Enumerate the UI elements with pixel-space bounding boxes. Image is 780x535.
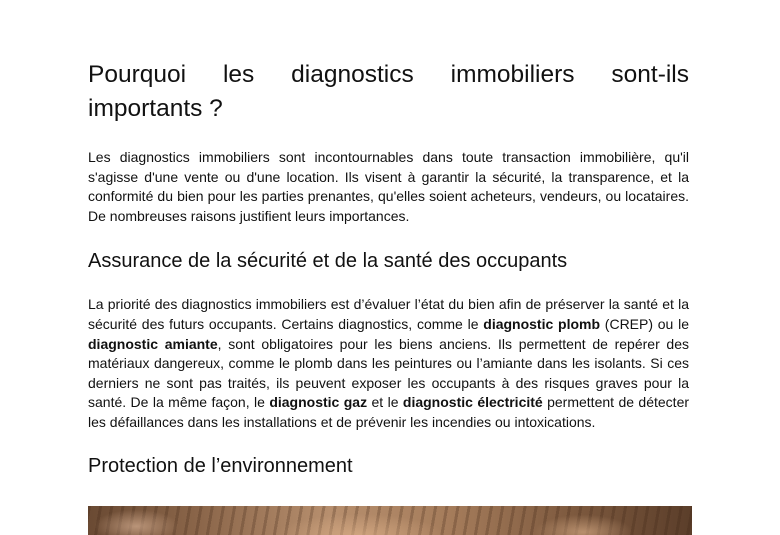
article-photo xyxy=(88,506,692,535)
intro-paragraph: Les diagnostics immobiliers sont incontournables dans toute transaction immobilière, qu'il s'agisse d'une vente ou d'une location. Ils visent à garantir la sécurité, la transparence, et la conformité du bien pour les parties prenantes, qu'elles soient acheteurs, vendeurs, ou locataires. De nombreuses raisons justifient leurs importances. xyxy=(88,149,689,224)
safety-text-4: et le xyxy=(367,394,403,411)
safety-text-5: permettent de détecter les défaillances dans les installations et de prévenir les incendies ou intoxications. xyxy=(88,394,690,430)
safety-paragraph xyxy=(88,295,689,432)
keyword-diagnostic-amiante: diagnostic amiante xyxy=(88,335,218,352)
keyword-diagnostic-electricite: diagnostic électricité xyxy=(402,394,543,411)
article xyxy=(88,58,689,499)
keyword-diagnostic-gaz: diagnostic gaz xyxy=(269,394,368,411)
safety-text-1: La priorité des diagnostics immobiliers est d’évaluer l’état du bien afin de préserver la santé et la sécurité des futurs occupants. Certains diagnostics, comme le xyxy=(88,296,689,332)
safety-text-2: (CREP) ou le xyxy=(600,315,690,332)
section-heading-safety: Assurance de la sécurité et de la santé des occupants xyxy=(88,250,568,273)
safety-text-3: , sont obligatoires pour les biens anciens. Ils permettent de repérer des matériaux dangereux, comme le plomb dans les peintures ou l’amiante dans les isolants. Si ces derniers ne sont pas traités, ils peuvent exposer les occupants à des risques graves pour la santé. De la même façon, le xyxy=(88,335,690,411)
section-heading-environment: Protection de l’environnement xyxy=(88,454,353,477)
keyword-diagnostic-plomb: diagnostic plomb xyxy=(483,315,601,332)
page-title: Pourquoi les diagnostics immobiliers sont-ils importants ? xyxy=(88,61,689,122)
